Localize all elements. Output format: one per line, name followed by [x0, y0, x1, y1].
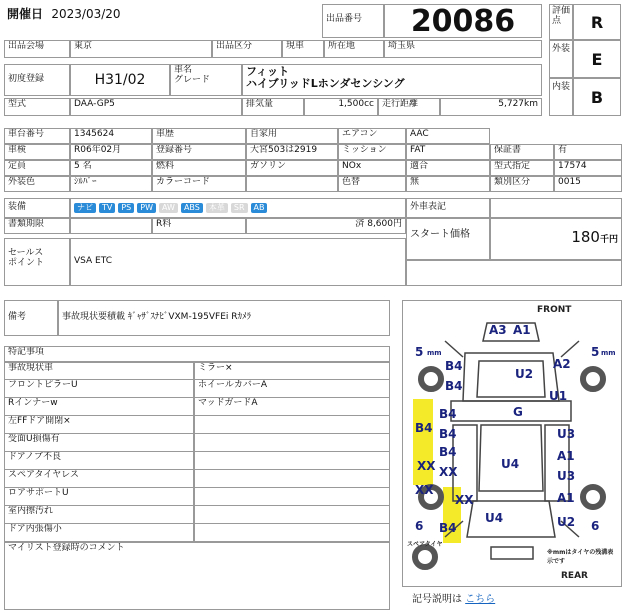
- equipment-tag: 本革: [206, 203, 228, 213]
- lot-label: 出品番号: [322, 4, 384, 38]
- category: 0015: [554, 176, 622, 192]
- damage-mark: A1: [557, 449, 575, 463]
- legend-link[interactable]: こちら: [465, 594, 496, 605]
- nox-label: NOx: [338, 160, 406, 176]
- damage-mark: B4: [439, 521, 457, 535]
- damage-mark: U3: [557, 427, 576, 441]
- capacity-label: 定員: [4, 160, 70, 176]
- equipment-tag: ABS: [181, 203, 203, 213]
- equipment-tag: AB: [251, 203, 268, 213]
- mileage: 5,727km: [440, 98, 542, 116]
- fuel: ガソリン: [246, 160, 338, 176]
- nox-compliance: 適合: [406, 160, 490, 176]
- note-item: [194, 524, 390, 542]
- notes-left: [4, 362, 194, 542]
- recycle-fee-label: R料: [152, 218, 246, 234]
- history: 自家用: [246, 128, 338, 144]
- note-item: スペアタイヤレス: [4, 470, 194, 488]
- history-label: 車歴: [152, 128, 246, 144]
- color: ｼﾙﾊﾞｰ: [70, 176, 152, 192]
- damage-mark: U2: [515, 367, 534, 381]
- car-name-label: 車名 グレード: [170, 64, 242, 96]
- location: 埼玉県: [384, 40, 542, 58]
- note-item: 室内擦汚れ: [4, 506, 194, 524]
- paint-change: 無: [406, 176, 490, 192]
- note-item: [194, 416, 390, 434]
- fuel-label: 燃料: [152, 160, 246, 176]
- note-item: マッドガードA: [194, 398, 390, 416]
- note-item: [194, 470, 390, 488]
- sales-point-label: セールス ポイント: [4, 238, 70, 286]
- damage-mark: B4: [445, 359, 463, 373]
- plate: 大宮503は2919: [246, 144, 338, 160]
- date-value: 2023/03/20: [51, 7, 121, 21]
- note-item: [194, 452, 390, 470]
- damage-mark: B4: [439, 407, 457, 421]
- spare-label: スペアタイヤ: [407, 541, 443, 548]
- damage-mark: XX: [455, 493, 474, 507]
- model-code-label: 型式: [4, 98, 70, 116]
- damage-mark: XX: [439, 465, 458, 479]
- equipment-tag: SR: [231, 203, 248, 213]
- plate-label: 登録番号: [152, 144, 246, 160]
- damage-mark: A3: [489, 323, 507, 337]
- comment-label: マイリスト登録時のコメント: [8, 543, 125, 553]
- legend-label: 記号説明は: [412, 594, 462, 605]
- paint-change-label: 色替: [338, 176, 406, 192]
- legend: [412, 590, 495, 605]
- warranty-label: 保証書: [490, 144, 554, 160]
- mileage-label: 走行距離: [378, 98, 440, 116]
- damage-mark: U3: [557, 469, 576, 483]
- class: 現車: [282, 40, 324, 58]
- note-item: [194, 434, 390, 452]
- note-item: ロアサポートU: [4, 488, 194, 506]
- note-item: 事故現状車: [4, 362, 194, 380]
- model-code: DAA-GP5: [70, 98, 242, 116]
- tire-note: ※mmはタイヤの残溝表示です: [547, 549, 614, 565]
- venue: 東京: [70, 40, 212, 58]
- rear-label: REAR: [561, 571, 588, 581]
- type-designation-label: 型式指定: [490, 160, 554, 176]
- tire-rr: 6: [591, 519, 600, 533]
- damage-mark: B4: [439, 445, 457, 459]
- interior-grade-label: 内装: [549, 78, 573, 116]
- ac-label: エアコン: [338, 128, 406, 144]
- tire-fl: 5: [415, 345, 424, 359]
- damage-mark: U1: [549, 389, 568, 403]
- note-item: フロントピラーU: [4, 380, 194, 398]
- notes-title: 特記事項: [4, 346, 390, 362]
- damage-mark: B4: [439, 427, 457, 441]
- remarks: 事故現状要積載 ｷﾞｬｻﾞｽﾅﾋﾞVXM-195VFEi Rｶﾒﾗ: [58, 300, 390, 336]
- color-label: 外装色: [4, 176, 70, 192]
- damage-mark: B4: [445, 379, 463, 393]
- note-item: Rインナーw: [4, 398, 194, 416]
- displacement: 1,500cc: [304, 98, 378, 116]
- equipment-tag: TV: [99, 203, 115, 213]
- car-grade: ハイブリッドLホンダセンシング: [246, 77, 405, 91]
- damage-mark: XX: [415, 483, 434, 497]
- damage-diagram: [402, 300, 622, 587]
- location-label: 所在地: [324, 40, 384, 58]
- damage-mark: U2: [557, 515, 576, 529]
- inspection-label: 車検: [4, 144, 70, 160]
- import-value: [490, 198, 622, 218]
- damage-mark: A1: [557, 491, 575, 505]
- sales-point: VSA ETC: [70, 238, 406, 286]
- type-designation: 17574: [554, 160, 622, 176]
- damage-mark: G: [513, 405, 523, 419]
- category-label: 類別区分: [490, 176, 554, 192]
- inspection: R06年02月: [70, 144, 152, 160]
- auction-date: [4, 4, 322, 34]
- equipment-tag: PW: [137, 203, 156, 213]
- tire-fr: 5: [591, 345, 600, 359]
- remarks-label: 備考: [4, 300, 58, 336]
- car-model-name: フィット: [246, 65, 290, 78]
- note-item: [194, 506, 390, 524]
- damage-mark: U4: [485, 511, 504, 525]
- note-item: 左FFドア開閉×: [4, 416, 194, 434]
- transmission: FAT: [406, 144, 490, 160]
- tire-fl-unit: mm: [427, 349, 442, 357]
- note-item: ミラー×: [194, 362, 390, 380]
- note-item: ドア内張傷小: [4, 524, 194, 542]
- color-code: [246, 176, 338, 192]
- note-item: ホイールカバーA: [194, 380, 390, 398]
- overall-grade-label: 評価点: [549, 4, 573, 40]
- transmission-label: ミッション: [338, 144, 406, 160]
- damage-mark: A2: [553, 357, 571, 371]
- equipment-label: 装備: [4, 198, 70, 218]
- chassis-label: 車台番号: [4, 128, 70, 144]
- damage-mark: A1: [513, 323, 531, 337]
- records-label: 書類期限: [4, 218, 70, 234]
- equipment-tag: ナビ: [74, 203, 96, 213]
- records: [70, 218, 152, 234]
- chassis-number: 1345624: [70, 128, 152, 144]
- ac: AAC: [406, 128, 490, 144]
- damage-mark: XX: [417, 459, 436, 473]
- capacity: 5 名: [70, 160, 152, 176]
- start-price: [490, 218, 622, 260]
- date-label: 開催日: [7, 7, 44, 21]
- comment-box: [4, 542, 390, 610]
- first-reg-label: 初度登録: [4, 64, 70, 96]
- color-code-label: カラーコード: [152, 176, 246, 192]
- exterior-grade-label: 外装: [549, 40, 573, 78]
- note-item: 受面U損傷有: [4, 434, 194, 452]
- exterior-grade: E: [573, 40, 621, 78]
- lot-number: 20086: [384, 4, 542, 38]
- car-name: [242, 64, 542, 96]
- warranty: 有: [554, 144, 622, 160]
- front-label: FRONT: [537, 305, 572, 315]
- start-price-label: スタート価格: [406, 218, 490, 260]
- tire-rl: 6: [415, 519, 424, 533]
- recycle-fee: 済 8,600円: [246, 218, 406, 234]
- start-price-value: 180: [571, 228, 600, 246]
- price-spacer: [406, 260, 622, 286]
- import-label: 外車表記: [406, 198, 490, 218]
- equipment-list: [70, 198, 406, 218]
- damage-mark: U4: [501, 457, 520, 471]
- first-reg: H31/02: [70, 64, 170, 96]
- equipment-tag: AW: [159, 203, 178, 213]
- overall-grade: R: [573, 4, 621, 40]
- notes-right: [194, 362, 390, 542]
- equipment-tag: PS: [118, 203, 134, 213]
- note-item: [194, 488, 390, 506]
- class-label: 出品区分: [212, 40, 282, 58]
- venue-label: 出品会場: [4, 40, 70, 58]
- tire-fr-unit: mm: [601, 349, 616, 357]
- interior-grade: B: [573, 78, 621, 116]
- damage-mark: B4: [415, 421, 433, 435]
- note-item: ドアノブ不良: [4, 452, 194, 470]
- start-price-unit: 千円: [599, 235, 618, 245]
- displacement-label: 排気量: [242, 98, 304, 116]
